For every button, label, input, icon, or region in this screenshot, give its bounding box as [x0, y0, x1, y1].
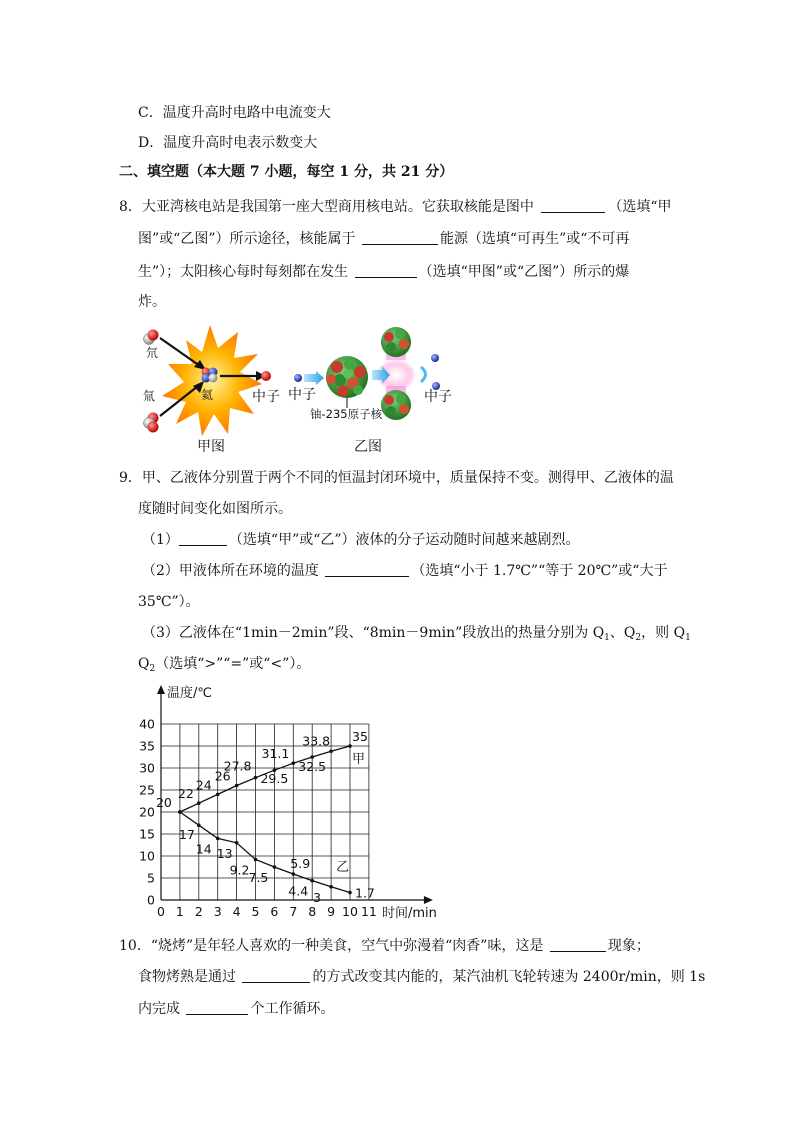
data-label: 33.8	[302, 733, 331, 749]
data-point	[348, 891, 352, 895]
data-label: 1.7	[355, 885, 375, 901]
data-point	[254, 776, 258, 780]
subscript: 2	[149, 664, 156, 674]
x-tick-label: 8	[308, 904, 317, 919]
incoming-arrow	[304, 371, 324, 385]
data-point	[329, 749, 333, 753]
data-point	[310, 879, 314, 883]
uranium-nucleus	[326, 356, 368, 398]
option-d: D．温度升高时电表示数变大	[138, 135, 318, 151]
data-label: 26	[214, 768, 231, 784]
q9-text: （3）乙液体在“1min－2min”段、“8min－9min”段放出的热量分别为 Q	[142, 625, 605, 641]
data-point	[254, 858, 258, 862]
incoming-neutron	[294, 374, 302, 382]
data-label: 14	[195, 841, 212, 857]
option-c: C．温度升高时电路中电流变大	[138, 105, 331, 121]
data-label: 27.8	[223, 758, 252, 774]
data-label: 17	[178, 827, 195, 843]
answer-blank[interactable]	[242, 968, 310, 983]
q10-text: 的方式改变其内能的，某汽油机飞轮转速为 2400r/min，则 1s	[312, 969, 706, 985]
y-tick-label: 10	[139, 848, 155, 864]
answer-blank[interactable]	[355, 263, 417, 278]
fission-caption: 乙图	[354, 439, 382, 455]
x-tick-label: 1	[175, 904, 184, 919]
y-tick-label: 15	[139, 826, 155, 842]
q8-line4: 炸。	[138, 294, 166, 310]
subscript: 2	[635, 633, 642, 643]
data-point	[235, 784, 239, 788]
x-tick-label: 9	[327, 904, 336, 919]
x-tick-label: 2	[194, 904, 203, 919]
helium-label: 氦	[201, 388, 214, 402]
y-tick-label: 20	[139, 804, 155, 820]
data-label: 9.2	[229, 862, 250, 878]
q10-text: 食物烤熟是通过	[138, 969, 236, 985]
neutron-label: 中子	[252, 389, 280, 405]
q8-text: （选填“甲图”或“乙图”）所示的爆	[418, 264, 630, 280]
data-point	[178, 810, 182, 814]
q10-text: 10．“烧烤”是年轻人喜欢的一种美食，空气中弥漫着“肉香”味，这是	[119, 938, 544, 954]
y-tick-label: 5	[147, 870, 155, 886]
data-point	[216, 837, 220, 841]
data-label: 35	[352, 729, 368, 744]
x-tick-label: 10	[342, 904, 358, 919]
tritium-n2	[148, 422, 159, 433]
q8-text: 能源（选填“可再生”或“不可再	[439, 231, 630, 247]
data-label: 24	[195, 777, 212, 793]
q8-text: 图”或“乙图”）所示途径，核能属于	[138, 231, 356, 247]
answer-blank[interactable]	[179, 531, 227, 546]
neutron	[261, 371, 271, 381]
q10-text: 现象；	[607, 938, 650, 954]
data-label: 20	[155, 795, 172, 810]
answer-blank[interactable]	[541, 198, 605, 213]
outgoing-neutron	[431, 354, 439, 362]
data-label: 13	[216, 845, 233, 861]
data-point	[235, 841, 239, 845]
x-tick-label: 5	[251, 904, 260, 919]
fusion-diagram	[143, 325, 280, 455]
q9-part2b: 35℃”）。	[138, 594, 200, 610]
deuterium-neutron	[148, 330, 159, 341]
outgoing-arrow	[421, 367, 426, 382]
q10-line2	[138, 967, 705, 987]
y-tick-label: 25	[139, 782, 155, 798]
fusion-caption: 甲图	[197, 439, 225, 455]
helium-n2	[209, 374, 218, 383]
q10-line1	[119, 936, 650, 956]
tritium-label: 氚	[143, 389, 156, 403]
data-point	[216, 793, 220, 797]
x-tick-label: 0	[157, 904, 165, 919]
q8-line3	[138, 262, 629, 282]
subscript: 1	[604, 633, 610, 643]
q9-line1: 9．甲、乙液体分别置于两个不同的恒温封闭环境中，质量保持不变。测得甲、乙液体的温	[119, 470, 674, 486]
y-tick-label: 30	[139, 760, 155, 776]
answer-blank[interactable]	[362, 230, 438, 245]
q9-text: （选填“小于 1.7℃”“等于 20℃”或“大于	[411, 563, 668, 579]
q9-text: （选填“甲”或“乙”）液体的分子运动随时间越来越剧烈。	[228, 532, 580, 548]
q9-part1	[142, 530, 580, 550]
data-label: 31.1	[261, 746, 290, 762]
data-label: 5.9	[290, 856, 311, 872]
data-point	[197, 823, 201, 827]
x-tick-label: 6	[270, 904, 279, 919]
answer-blank[interactable]	[550, 937, 606, 952]
data-label: 29.5	[260, 771, 289, 787]
data-label: 22	[177, 786, 194, 802]
series-name-jia: 甲	[352, 752, 366, 767]
y-tick-label: 40	[139, 716, 155, 732]
q9-line2: 度随时间变化如图所示。	[138, 501, 292, 517]
x-tick-label: 4	[232, 904, 241, 919]
x-tick-label: 3	[213, 904, 222, 919]
q8-text: 8．大亚湾核电站是我国第一座大型商用核电站。它获取核能是图中	[119, 199, 534, 215]
answer-blank[interactable]	[186, 1000, 248, 1015]
x-tick-label: 7	[289, 904, 298, 919]
temperature-chart	[130, 682, 480, 922]
data-point	[197, 801, 201, 805]
fission-diagram	[288, 327, 452, 455]
data-label: 32.5	[298, 759, 327, 774]
q9-text: Q	[138, 656, 150, 672]
y-axis-arrow	[157, 685, 165, 694]
q9-text: （2）甲液体所在环境的温度	[142, 563, 319, 579]
data-label: 4.4	[288, 883, 309, 899]
q10-line3	[138, 999, 334, 1019]
data-label: 3	[313, 889, 322, 905]
q9-text: ，则 Q	[641, 625, 686, 641]
data-point	[348, 744, 352, 748]
q9-text: （选填“>”“=”或“<”）。	[155, 656, 311, 672]
data-point	[273, 865, 277, 869]
fragment-bottom	[381, 386, 411, 420]
q8-text: 生”）；太阳核心每时每刻都在发生	[138, 264, 349, 280]
q10-text: 内完成	[138, 1001, 180, 1017]
q8-line1	[119, 197, 672, 217]
data-point	[329, 885, 333, 889]
data-point	[292, 872, 296, 876]
fragment-top	[381, 327, 411, 360]
series-name-yi: 乙	[336, 860, 350, 875]
x-axis-label: 时间/min	[382, 906, 437, 921]
nuclear-figure	[138, 320, 468, 456]
section-heading: 二、填空题（本大题 7 小题，每空 1 分，共 21 分）	[119, 164, 454, 180]
incoming-neutron-label: 中子	[288, 387, 316, 403]
answer-blank[interactable]	[325, 562, 409, 577]
q8-line2	[138, 229, 629, 249]
q8-text: （选填“甲	[608, 199, 672, 215]
q9-text: 、Q	[609, 625, 636, 641]
x-axis-arrow	[424, 896, 433, 904]
q9-part3	[142, 623, 691, 648]
y-axis-label: 温度/℃	[167, 686, 212, 701]
outgoing-neutron-label: 中子	[424, 389, 452, 405]
deuterium-label: 氘	[146, 346, 159, 360]
q9-part2	[142, 561, 667, 581]
x-tick-label: 11	[360, 904, 377, 919]
q10-text: 个工作循环。	[250, 1001, 335, 1017]
y-tick-label: 0	[147, 892, 155, 908]
y-tick-label: 35	[139, 738, 155, 754]
data-label: 7.5	[248, 870, 269, 885]
q9-part-num: （1）	[142, 532, 179, 548]
subscript: 1	[685, 633, 691, 643]
data-point	[292, 761, 296, 765]
q9-part3b	[138, 654, 310, 679]
uranium-label: 铀-235原子核	[310, 407, 383, 421]
